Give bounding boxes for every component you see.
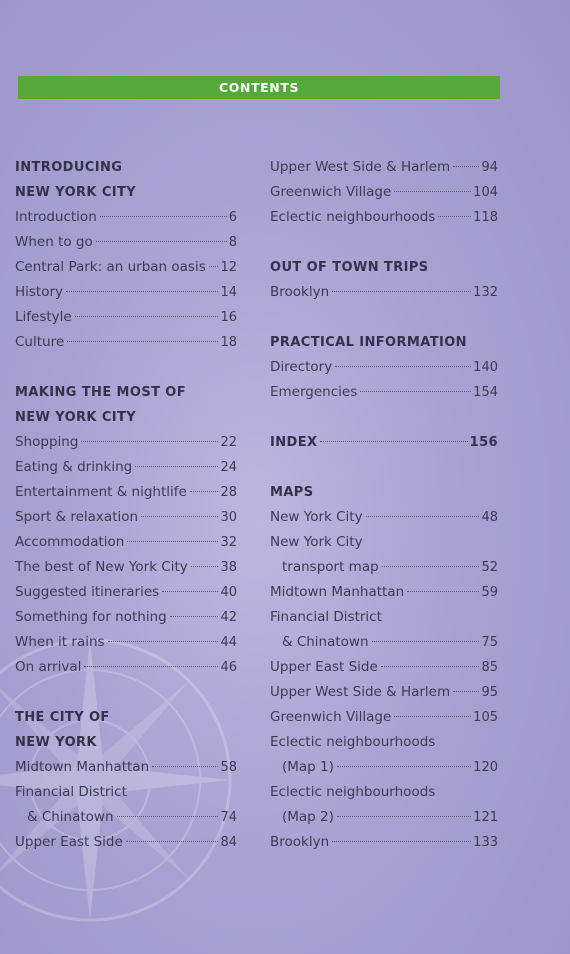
dot-leader <box>67 341 218 342</box>
toc-entry-label: New York City <box>270 534 363 550</box>
dot-leader <box>372 641 480 642</box>
toc-entry-page-number: 132 <box>473 285 498 300</box>
toc-entry-midtown-manhattan[interactable] <box>15 755 237 780</box>
toc-entry-title: & Chinatown <box>27 809 114 825</box>
toc-entry-title: Brooklyn <box>270 834 330 850</box>
toc-entry-greenwich-village[interactable] <box>270 180 498 205</box>
toc-entry-page-number: 75 <box>481 635 498 650</box>
toc-entry-title: Culture <box>15 334 65 350</box>
toc-entry-title: Midtown Manhattan <box>15 759 150 775</box>
toc-entry-page-number: 118 <box>473 210 498 225</box>
dot-leader <box>81 441 218 442</box>
toc-entry-page-number: 8 <box>228 235 237 250</box>
toc-entry-title: (Map 2) <box>282 809 334 825</box>
toc-entry-page-number: 22 <box>220 435 237 450</box>
dot-leader <box>335 366 471 367</box>
section-heading: MAPS <box>270 485 314 500</box>
dot-leader <box>126 841 219 842</box>
dot-leader <box>332 841 471 842</box>
toc-entry-emergencies[interactable] <box>270 380 498 405</box>
section-heading: NEW YORK CITY <box>15 410 137 425</box>
toc-entry-title: History <box>15 284 64 300</box>
toc-entry-title: New York City <box>270 509 363 525</box>
toc-entry-sport-and-relaxation[interactable] <box>15 505 237 530</box>
toc-entry-page-number: 44 <box>220 635 237 650</box>
toc-entry-page-number: 14 <box>220 285 237 300</box>
section-heading: THE CITY OF <box>15 710 110 725</box>
toc-entry-title: When it rains <box>15 634 105 650</box>
toc-entry-when-to-go[interactable] <box>15 230 237 255</box>
toc-entry-title: On arrival <box>15 659 82 675</box>
toc-entry-midtown-manhattan[interactable] <box>270 580 498 605</box>
section-heading: MAKING THE MOST OF <box>15 385 187 400</box>
toc-entry-title: Directory <box>270 359 333 375</box>
toc-entry-page-number: 120 <box>473 760 498 775</box>
toc-entry-page-number: 140 <box>473 360 498 375</box>
toc-entry-shopping[interactable] <box>15 430 237 455</box>
toc-entry-title: Introduction <box>15 209 97 225</box>
toc-entry-title: Accommodation <box>15 534 125 550</box>
toc-entry-page-number: 95 <box>481 685 498 700</box>
toc-entry-page-number: 28 <box>220 485 237 500</box>
section-heading: INTRODUCING <box>15 160 123 175</box>
toc-entry-title: Entertainment & nightlife <box>15 484 187 500</box>
toc-entry-title: The best of New York City <box>15 559 188 575</box>
dot-leader <box>152 766 218 767</box>
toc-entry-brooklyn[interactable] <box>270 830 498 855</box>
toc-entry-page-number: 16 <box>220 310 237 325</box>
toc-entry-on-arrival[interactable] <box>15 655 237 680</box>
toc-entry-page-number: 84 <box>220 835 237 850</box>
dot-leader <box>209 266 219 267</box>
toc-entry-directory[interactable] <box>270 355 498 380</box>
toc-entry-new-york-city[interactable] <box>270 505 498 530</box>
dot-leader <box>337 816 471 817</box>
toc-entry-page-number: 18 <box>220 335 237 350</box>
toc-entry-page-number: 156 <box>469 435 498 450</box>
toc-entry-page-number: 40 <box>220 585 237 600</box>
toc-entry-title: Brooklyn <box>270 284 330 300</box>
toc-entry-central-park-an-urban-oasis[interactable] <box>15 255 237 280</box>
dot-leader <box>332 291 471 292</box>
toc-entry-title: Lifestyle <box>15 309 72 325</box>
toc-entry-title: Greenwich Village <box>270 184 392 200</box>
toc-entry-map-2[interactable] <box>270 805 498 830</box>
toc-entry-and-chinatown[interactable] <box>270 630 498 655</box>
toc-entry-history[interactable] <box>15 280 237 305</box>
section-heading: PRACTICAL INFORMATION <box>270 335 467 350</box>
section-heading: NEW YORK CITY <box>15 185 137 200</box>
toc-entry-title: INDEX <box>270 435 318 450</box>
toc-entry-title: Central Park: an urban oasis <box>15 259 206 275</box>
contents-header-bar <box>18 76 500 99</box>
toc-entry-title: Suggested itineraries <box>15 584 160 600</box>
toc-entry-map-1[interactable] <box>270 755 498 780</box>
toc-entry-upper-east-side[interactable] <box>270 655 498 680</box>
toc-entry-page-number: 52 <box>481 560 498 575</box>
toc-entry-transport-map[interactable] <box>270 555 498 580</box>
toc-entry-and-chinatown[interactable] <box>15 805 237 830</box>
section-spacer <box>270 405 498 430</box>
toc-entry-eclectic-neighbourhoods[interactable] <box>270 205 498 230</box>
dot-leader <box>366 516 480 517</box>
section-heading: OUT OF TOWN TRIPS <box>270 260 429 275</box>
toc-entry-page-number: 154 <box>473 385 498 400</box>
toc-entry-title: Upper West Side & Harlem <box>270 684 451 700</box>
dot-leader <box>117 816 219 817</box>
toc-entry-greenwich-village[interactable] <box>270 705 498 730</box>
toc-entry-title: When to go <box>15 234 93 250</box>
toc-entry-title: Something for nothing <box>15 609 167 625</box>
toc-entry-page-number: 38 <box>220 560 237 575</box>
toc-entry-upper-west-side-and-harlem[interactable] <box>270 155 498 180</box>
dot-leader <box>407 591 479 592</box>
toc-entry-title: Eating & drinking <box>15 459 133 475</box>
toc-entry-upper-east-side[interactable] <box>15 830 237 855</box>
toc-entry-title: (Map 1) <box>282 759 334 775</box>
toc-entry-page-number: 48 <box>481 510 498 525</box>
dot-leader <box>382 566 480 567</box>
toc-entry-title: Eclectic neighbourhoods <box>270 209 436 225</box>
dot-leader <box>320 441 467 442</box>
toc-entry-label: Financial District <box>15 784 127 800</box>
toc-entry-something-for-nothing[interactable] <box>15 605 237 630</box>
toc-entry-page-number: 74 <box>220 810 237 825</box>
toc-entry-page-number: 94 <box>481 160 498 175</box>
toc-right-column <box>270 155 498 855</box>
toc-entry-title: transport map <box>282 559 379 575</box>
dot-leader <box>453 166 479 167</box>
section-spacer <box>270 455 498 480</box>
toc-entry-title: Midtown Manhattan <box>270 584 405 600</box>
toc-entry-title: Emergencies <box>270 384 358 400</box>
dot-leader <box>453 691 479 692</box>
toc-entry-upper-west-side-and-harlem[interactable] <box>270 680 498 705</box>
dot-leader <box>141 516 218 517</box>
dot-leader <box>127 541 218 542</box>
toc-entry-page-number: 46 <box>220 660 237 675</box>
toc-entry-title: Upper East Side <box>270 659 378 675</box>
dot-leader <box>337 766 471 767</box>
toc-entry-title: Greenwich Village <box>270 709 392 725</box>
toc-entry-page-number: 6 <box>228 210 237 225</box>
dot-leader <box>108 641 219 642</box>
toc-entry-page-number: 85 <box>481 660 498 675</box>
dot-leader <box>394 716 471 717</box>
dot-leader <box>360 391 471 392</box>
toc-entry-title: Shopping <box>15 434 79 450</box>
dot-leader <box>190 491 219 492</box>
toc-entry-label: Financial District <box>270 609 382 625</box>
toc-entry-index[interactable] <box>270 430 498 455</box>
dot-leader <box>75 316 219 317</box>
dot-leader <box>381 666 480 667</box>
toc-entry-title: Upper East Side <box>15 834 123 850</box>
contents-title: CONTENTS <box>218 80 300 95</box>
section-spacer <box>15 680 237 705</box>
section-spacer <box>270 305 498 330</box>
toc-entry-page-number: 12 <box>220 260 237 275</box>
toc-entry-page-number: 30 <box>220 510 237 525</box>
toc-entry-label: Eclectic neighbourhoods <box>270 784 436 800</box>
section-spacer <box>15 355 237 380</box>
toc-entry-entertainment-and-nightlife[interactable] <box>15 480 237 505</box>
toc-entry-eating-and-drinking[interactable] <box>15 455 237 480</box>
section-spacer <box>270 230 498 255</box>
toc-entry-page-number: 59 <box>481 585 498 600</box>
dot-leader <box>96 241 227 242</box>
toc-entry-accommodation[interactable] <box>15 530 237 555</box>
toc-entry-page-number: 105 <box>473 710 498 725</box>
dot-leader <box>66 291 218 292</box>
dot-leader <box>162 591 218 592</box>
toc-entry-title: Upper West Side & Harlem <box>270 159 451 175</box>
dot-leader <box>438 216 471 217</box>
toc-entry-culture[interactable] <box>15 330 237 355</box>
toc-entry-page-number: 58 <box>220 760 237 775</box>
toc-entry-title: Sport & relaxation <box>15 509 139 525</box>
toc-entry-page-number: 133 <box>473 835 498 850</box>
dot-leader <box>135 466 218 467</box>
dot-leader <box>100 216 227 217</box>
dot-leader <box>170 616 219 617</box>
toc-entry-page-number: 121 <box>473 810 498 825</box>
toc-entry-page-number: 32 <box>220 535 237 550</box>
toc-entry-page-number: 42 <box>220 610 237 625</box>
toc-entry-title: & Chinatown <box>282 634 369 650</box>
toc-entry-suggested-itineraries[interactable] <box>15 580 237 605</box>
dot-leader <box>191 566 219 567</box>
toc-entry-lifestyle[interactable] <box>15 305 237 330</box>
toc-entry-introduction[interactable] <box>15 205 237 230</box>
toc-left-column <box>15 155 237 855</box>
toc-entry-when-it-rains[interactable] <box>15 630 237 655</box>
toc-entry-brooklyn[interactable] <box>270 280 498 305</box>
toc-entry-page-number: 104 <box>473 185 498 200</box>
toc-entry-label: Eclectic neighbourhoods <box>270 734 436 750</box>
section-heading: NEW YORK <box>15 735 97 750</box>
dot-leader <box>394 191 471 192</box>
dot-leader <box>84 666 218 667</box>
toc-entry-page-number: 24 <box>220 460 237 475</box>
toc-entry-the-best-of-new-york-city[interactable] <box>15 555 237 580</box>
